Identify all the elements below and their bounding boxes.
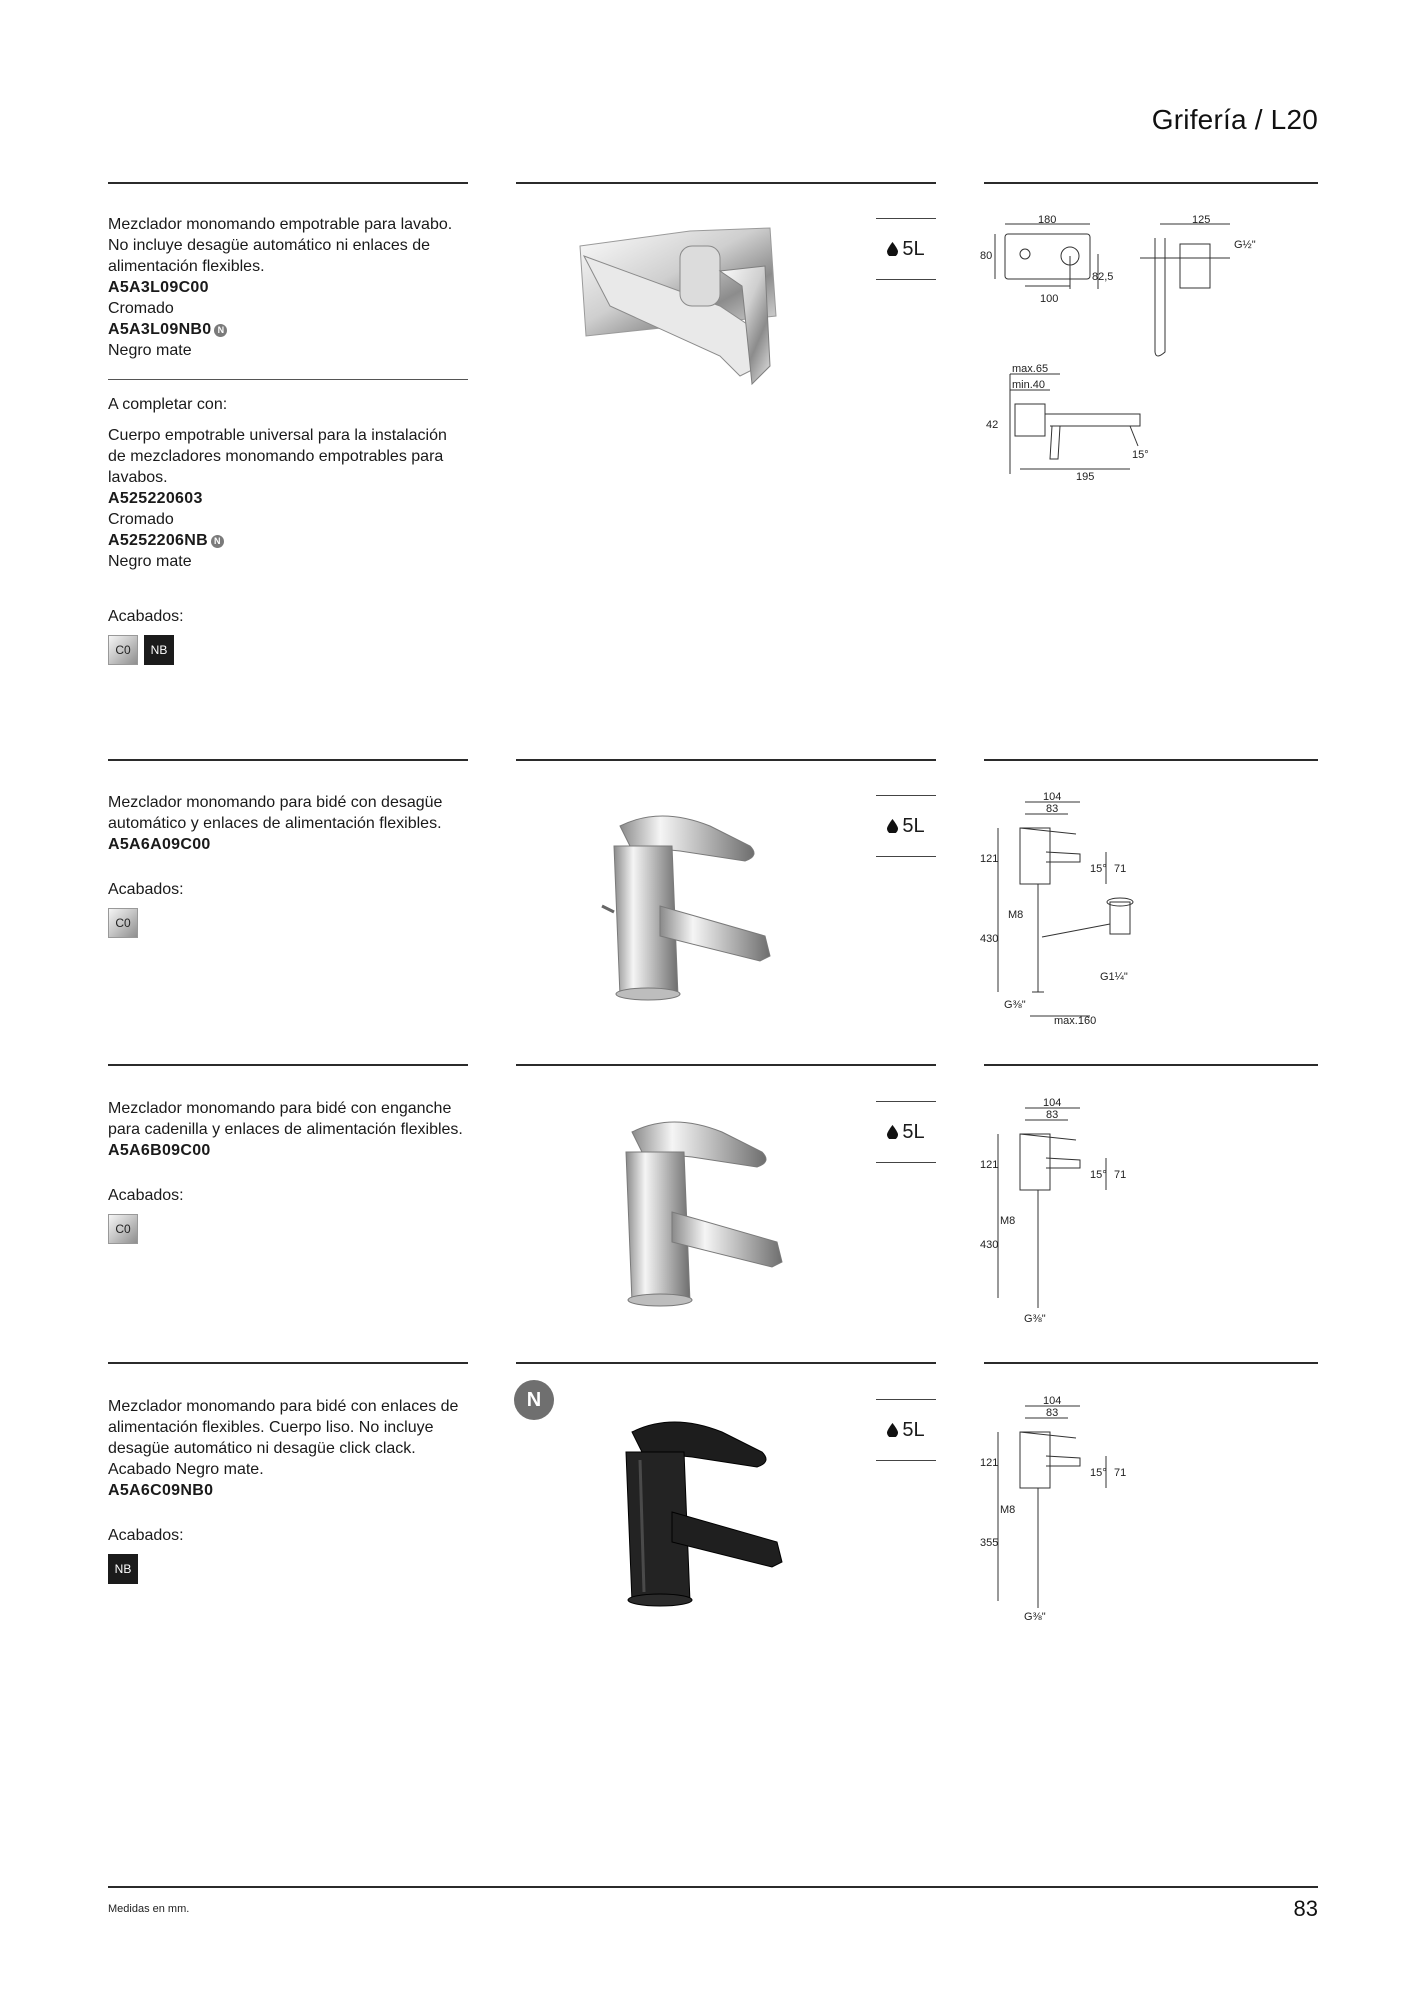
footer-note: Medidas en mm. [108,1903,190,1915]
finishes-label: Acabados: [108,1187,184,1204]
section-divider [984,1064,1318,1066]
dim-label: 83 [1046,803,1059,815]
flow-rate-indicator [876,795,936,857]
finish-swatches [108,1214,468,1244]
section-divider [516,1064,936,1066]
dim-label: 104 [1043,1396,1062,1407]
finish-swatch-black: NB [144,635,174,665]
dim-label: 355 [980,1537,999,1549]
finishes-label: Acabados: [108,608,184,625]
section-divider [108,1064,468,1066]
product-description: Mezclador monomando para bidé con desagüe automático y enlaces de alimentación flexibles. [108,794,443,832]
water-drop-icon [887,1125,898,1139]
dim-label: 195 [1076,471,1095,483]
finish-swatch-chrome: C0 [108,635,138,665]
finish-name: Cromado [108,511,174,528]
dim-label: 121 [980,1457,999,1469]
dim-label: 125 [1192,214,1211,226]
dim-label: 430 [980,1239,999,1251]
dim-label: 104 [1043,792,1062,803]
dim-label: 15° [1090,1169,1107,1181]
dim-label: M8 [1000,1504,1016,1516]
finish-swatch-chrome: C0 [108,908,138,938]
dim-label: max.160 [1054,1015,1097,1027]
dim-label: M8 [1008,909,1024,921]
dim-label: 42 [986,419,999,431]
flow-rate-indicator [876,1399,936,1461]
section-divider [108,759,468,761]
footer-divider [108,1886,1318,1888]
dim-label: 15° [1132,449,1149,461]
new-badge-icon: N [211,535,224,548]
dim-label: G½" [1234,239,1256,251]
dim-label: M8 [1000,1215,1016,1227]
technical-drawing [980,1396,1150,1626]
finish-name: Negro mate [108,553,192,570]
product-image-bidet-mixer-black [612,1412,792,1607]
dim-label: 71 [1114,863,1127,875]
new-product-badge: N [514,1380,554,1420]
product-code: A525220603 [108,490,203,507]
flow-rate-value: 5L [902,1418,925,1441]
product-description: Mezclador monomando empotrable para lavabo. No incluye desagüe automático ni enlaces de alimentación flexibles. [108,216,453,275]
product-code: A5A6C09NB0 [108,1482,214,1499]
dim-label: 80 [980,250,993,262]
finish-name: Cromado [108,300,174,317]
section-divider [516,182,936,184]
section-divider [984,182,1318,184]
dim-label: 83 [1046,1407,1059,1419]
technical-drawing [980,214,1280,484]
flow-rate-value: 5L [902,237,925,260]
flow-rate-value: 5L [902,814,925,837]
dim-label: 104 [1043,1098,1062,1109]
product-code: A5A6A09C00 [108,836,211,853]
water-drop-icon [887,819,898,833]
section-divider [984,1362,1318,1364]
dim-label: min.40 [1012,379,1046,391]
complement-description: Cuerpo empotrable universal para la instalación de mezcladores monomando empotrables para lavabos. [108,427,447,486]
flow-rate-value: 5L [902,1120,925,1143]
product-description: Mezclador monomando para bidé con enganche para cadenilla y enlaces de alimentación flexibles. [108,1100,463,1138]
dim-label: 15° [1090,863,1107,875]
water-drop-icon [887,242,898,256]
product-code: A5A3L09NB0 [108,321,212,338]
dim-label: 71 [1114,1467,1127,1479]
dim-label: 83 [1046,1109,1059,1121]
product-info [108,214,468,665]
complement-divider [108,379,468,380]
product-image-bidet-mixer [612,1112,792,1307]
finish-swatches [108,908,468,938]
technical-drawing [980,792,1150,1032]
finish-name: Negro mate [108,342,192,359]
dim-label: 100 [1040,293,1059,305]
dim-label: 15° [1090,1467,1107,1479]
complement-label: A completar con: [108,396,228,413]
dim-label: G1¼" [1100,971,1128,983]
product-image-bidet-mixer [600,806,780,1001]
product-info [108,792,468,938]
page-title: Grifería / L20 [1151,104,1318,135]
technical-drawing [980,1098,1150,1328]
dim-label: G⅜" [1024,1313,1046,1325]
finishes-label: Acabados: [108,881,184,898]
dim-label: 71 [1114,1169,1127,1181]
dim-label: G⅜" [1024,1611,1046,1623]
flow-rate-indicator [876,218,936,280]
finishes-label: Acabados: [108,1527,184,1544]
finish-swatches [108,635,468,665]
product-info [108,1396,468,1584]
product-code: A5252206NB [108,532,208,549]
new-badge-icon: N [214,324,227,337]
section-divider [108,182,468,184]
section-divider [984,759,1318,761]
finish-swatches [108,1554,468,1584]
dim-label: G⅜" [1004,999,1026,1011]
dim-label: 180 [1038,214,1057,226]
product-description: Mezclador monomando para bidé con enlaces de alimentación flexibles. Cuerpo liso. No incluye desagüe automático ni desagüe click clack. Acabado Negro mate. [108,1398,459,1478]
section-divider [516,1362,936,1364]
dim-label: 121 [980,1159,999,1171]
water-drop-icon [887,1423,898,1437]
product-code: A5A6B09C00 [108,1142,211,1159]
dim-label: 121 [980,853,999,865]
section-divider [516,759,936,761]
product-info [108,1098,468,1244]
dim-label: 430 [980,933,999,945]
dim-label: max.65 [1012,363,1049,375]
finish-swatch-chrome: C0 [108,1214,138,1244]
product-image-wall-mixer [570,226,790,396]
section-divider [108,1362,468,1364]
dim-label: 82,5 [1092,271,1114,283]
page-number: 83 [1293,1896,1318,1921]
product-code: A5A3L09C00 [108,279,209,296]
finish-swatch-black: NB [108,1554,138,1584]
flow-rate-indicator [876,1101,936,1163]
